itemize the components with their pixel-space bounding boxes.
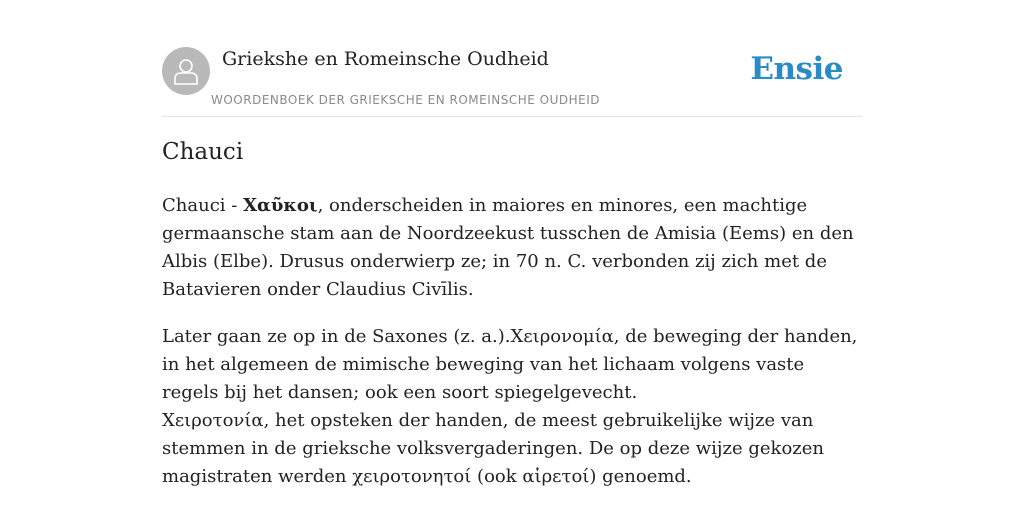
entry-title: Chauci [162,139,244,165]
source-subtitle: WOORDENBOEK DER GRIEKSCHE EN ROMEINSCHE OUDHEID [211,93,601,107]
p1-rest: , onderscheiden in maiores en minores, een machtige germaansche stam aan de Noordzeekust tusschen de Amisia (Eems) en den Albis (Elbe). Drusus onderwierp ze; in 70 n. C. verbonden zij zich met de Batavieren onder Claudius Civīlis. [162,195,854,300]
p2-line1: Later gaan ze op in de Saxones (z. a.).Χειρονομία, de beweging der handen, in het algemeen de mimische beweging van het lichaam volgens vaste regels bij het dansen; ook een soort spiegelgevecht. [162,326,858,403]
paragraph-1 [162,192,862,304]
p2-line2: Χειροτονία, het opsteken der handen, de meest gebruikelijke wijze van stemmen in de grieksche volksvergaderingen. De op deze wijze gekozen magistraten werden χειροτονητοί (ook αἱρετοί) genoemd. [162,410,825,487]
header [162,47,862,117]
greek-term: Χαῦκοι [243,195,318,216]
user-icon [173,57,199,85]
ensie-logo[interactable]: Ensie [750,51,843,87]
p1-prefix: Chauci - [162,195,244,216]
paragraph-2 [162,323,862,491]
source-title[interactable]: Griekshe en Romeinsche Oudheid [222,48,549,70]
entry-content [162,192,862,510]
avatar[interactable] [162,47,210,95]
